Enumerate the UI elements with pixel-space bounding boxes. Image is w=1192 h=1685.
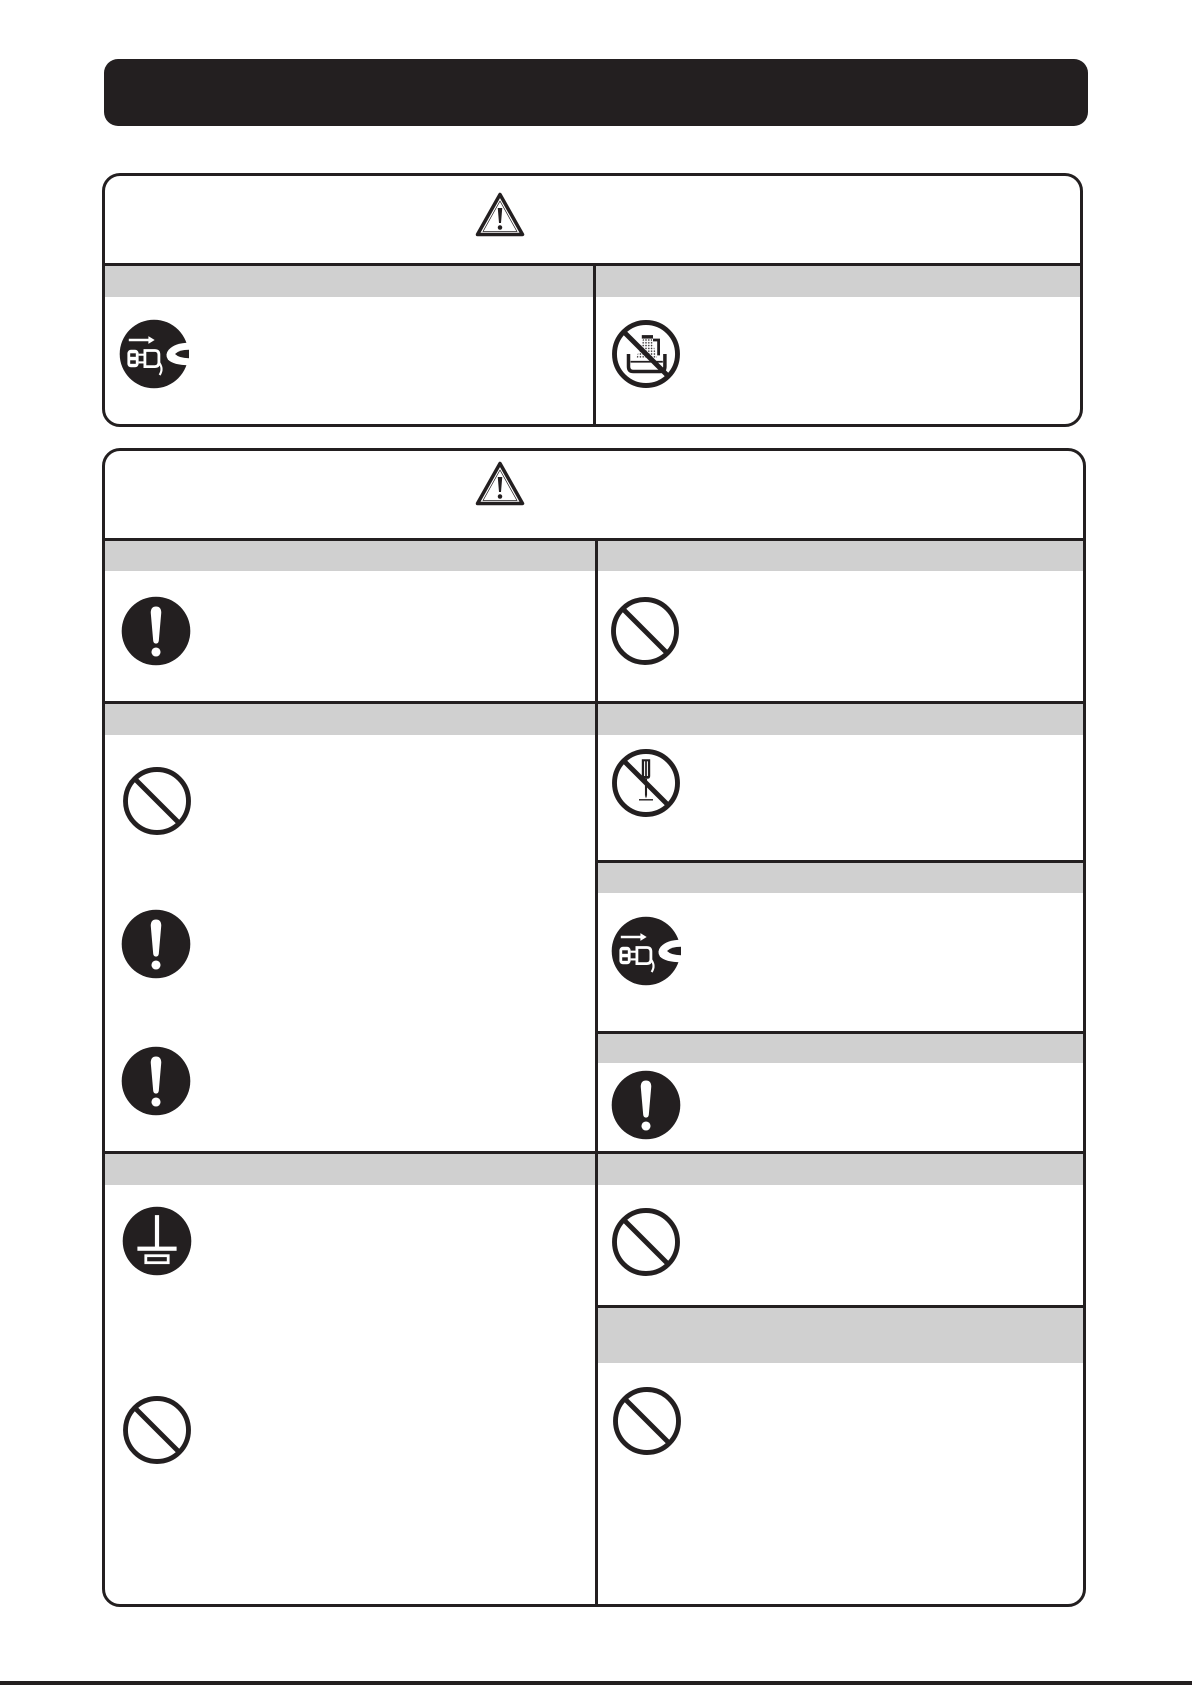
cell-header-strip xyxy=(105,704,595,735)
cell-header-strip xyxy=(598,541,1083,571)
prohibited-icon xyxy=(122,766,192,836)
cell-header-strip xyxy=(105,266,593,297)
cell-header-strip xyxy=(596,266,1080,297)
page-header-bar xyxy=(104,59,1088,126)
cell-header-strip xyxy=(598,863,1083,893)
cell xyxy=(105,541,595,701)
prohibited-icon xyxy=(611,1207,681,1277)
cell xyxy=(598,863,1083,1031)
unplug-icon xyxy=(611,916,681,986)
cell xyxy=(105,1154,595,1604)
no-disassembly-icon xyxy=(611,748,681,818)
mandatory-icon xyxy=(121,1046,191,1116)
cell xyxy=(598,541,1083,701)
page-bottom-rule xyxy=(0,1681,1192,1685)
cell xyxy=(105,266,593,424)
cell xyxy=(598,1308,1083,1604)
cell-header-strip xyxy=(105,541,595,571)
mandatory-icon xyxy=(121,909,191,979)
prohibited-icon xyxy=(612,1386,682,1456)
cell-header-strip xyxy=(105,1154,595,1185)
ground-icon xyxy=(122,1206,192,1276)
cell-header-strip xyxy=(598,1308,1083,1363)
cell xyxy=(598,1034,1083,1151)
cell xyxy=(598,1154,1083,1305)
unplug-icon xyxy=(119,319,189,389)
warning-section xyxy=(102,173,1083,427)
cell-header-strip xyxy=(598,1154,1083,1185)
cell xyxy=(105,704,595,1151)
cell xyxy=(596,266,1080,424)
warning-triangle-icon xyxy=(475,192,525,237)
cell-header-strip xyxy=(598,1034,1083,1063)
mandatory-icon xyxy=(121,596,191,666)
cell-header-strip xyxy=(598,704,1083,735)
prohibited-icon xyxy=(122,1395,192,1465)
caution-section xyxy=(102,448,1086,1607)
prohibited-icon xyxy=(610,596,680,666)
no-water-icon xyxy=(611,319,681,389)
cell xyxy=(598,704,1083,860)
warning-triangle-icon xyxy=(475,461,525,506)
mandatory-icon xyxy=(611,1070,681,1140)
